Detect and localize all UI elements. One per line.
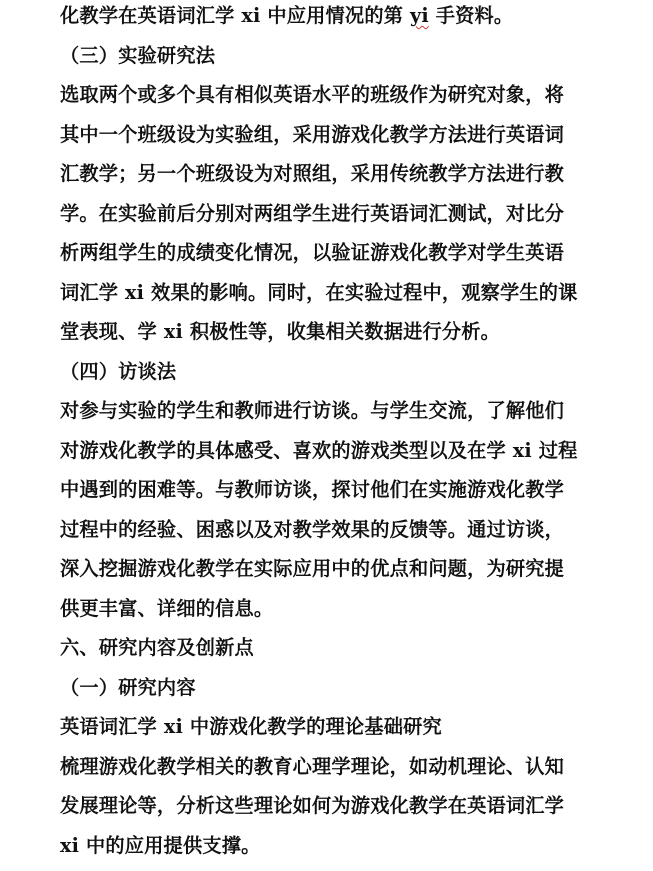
section-heading-content: （一）研究内容 — [60, 675, 196, 699]
section-heading-experiment: （三）实验研究法 — [60, 43, 216, 67]
subsection-heading-theory: 英语词汇学 xi 中游戏化教学的理论基础研究 — [60, 715, 442, 738]
paragraph-line: 汇教学；另一个班级设为对照组，采用传统教学方法进行教 — [60, 162, 565, 185]
paragraph-line: 学。在实验前后分别对两组学生进行英语词汇测试，对比分 — [60, 201, 565, 225]
paragraph-line: 深入挖掘游戏化教学在实际应用中的优点和问题，为研究提 — [60, 557, 565, 580]
paragraph-line: 词汇学 xi 效果的影响。同时，在实验过程中，观察学生的课 — [60, 280, 578, 304]
section-heading-interview: （四）访谈法 — [60, 359, 177, 383]
text-run: 化教学在英语词汇学 xi 中应用情况的第 — [60, 4, 410, 27]
paragraph-line: 对游戏化教学的具体感受、喜欢的游戏类型以及在学 xi 过程 — [60, 438, 578, 462]
paragraph-line: 发展理论等，分析这些理论如何为游戏化教学在英语词汇学 — [60, 794, 565, 817]
paragraph-line: 其中一个班级设为实验组，采用游戏化教学方法进行英语词 — [60, 122, 565, 146]
paragraph-line: 析两组学生的成绩变化情况，以验证游戏化教学对学生英语 — [60, 241, 565, 264]
paragraph-line: xi 中的应用提供支撑。 — [60, 833, 261, 857]
chapter-heading-research-content: 六、研究内容及创新点 — [60, 636, 254, 659]
paragraph-line: 堂表现、学 xi 积极性等，收集相关数据进行分析。 — [60, 320, 501, 343]
paragraph-line: 选取两个或多个具有相似英语水平的班级作为研究对象，将 — [60, 83, 565, 106]
text-run: 手资料。 — [428, 4, 514, 27]
paragraph-line: 供更丰富、详细的信息。 — [60, 596, 274, 620]
paragraph-line: 过程中的经验、困惑以及对教学效果的反馈等。通过访谈， — [60, 517, 565, 541]
misspelled-word: yi — [409, 4, 429, 27]
paragraph-line: 对参与实验的学生和教师进行访谈。与学生交流，了解他们 — [60, 399, 565, 422]
paragraph-line: 中遇到的困难等。与教师访谈，探讨他们在实施游戏化教学 — [60, 478, 565, 501]
paragraph-line: 梳理游戏化教学相关的教育心理学理论，如动机理论、认知 — [60, 754, 565, 778]
paragraph-line — [60, 0, 607, 36]
